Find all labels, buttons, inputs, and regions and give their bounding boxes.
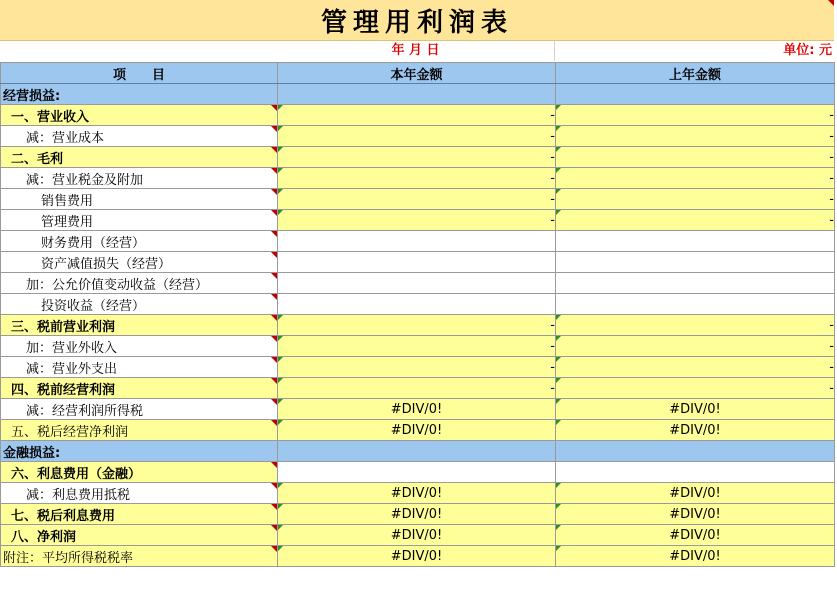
comment-indicator-icon — [271, 399, 277, 405]
previous-year-cell-value: - — [829, 107, 834, 123]
current-year-cell[interactable] — [278, 273, 556, 294]
formula-indicator-icon — [278, 147, 283, 152]
current-year-cell[interactable] — [278, 231, 556, 252]
row-label[interactable]: 附注：平均所得税税率 — [1, 546, 278, 567]
formula-indicator-icon — [278, 189, 283, 194]
formula-indicator-icon — [556, 357, 561, 362]
row-label[interactable]: 投资收益（经营） — [1, 294, 278, 315]
formula-indicator-icon — [556, 399, 561, 404]
table-row — [1, 252, 835, 273]
row-label[interactable]: 加：营业外收入 — [1, 336, 278, 357]
comment-indicator-icon — [271, 294, 277, 300]
section-row — [1, 84, 835, 105]
formula-indicator-icon — [278, 399, 283, 404]
section-current-cell[interactable] — [278, 84, 556, 105]
formula-indicator-icon — [556, 105, 561, 110]
header-previous-year[interactable]: 上年金额 — [556, 63, 835, 84]
previous-year-cell[interactable] — [556, 105, 835, 126]
table-row — [1, 504, 835, 525]
comment-indicator-icon — [271, 315, 277, 321]
formula-indicator-icon — [278, 504, 283, 509]
table-row — [1, 147, 835, 168]
current-year-cell[interactable] — [278, 294, 556, 315]
comment-indicator-icon — [271, 357, 277, 363]
previous-year-cell[interactable] — [556, 231, 835, 252]
current-year-cell[interactable] — [278, 378, 556, 399]
comment-indicator-icon — [271, 504, 277, 510]
current-year-cell-value: - — [550, 212, 555, 228]
previous-year-cell-value: - — [829, 317, 834, 333]
previous-year-cell-value: - — [829, 191, 834, 207]
row-label[interactable]: 三、税前营业利润 — [1, 315, 278, 336]
formula-indicator-icon — [278, 315, 283, 320]
section-label[interactable]: 金融损益: — [1, 441, 278, 462]
previous-year-cell[interactable] — [556, 168, 835, 189]
row-label[interactable]: 减：营业税金及附加 — [1, 168, 278, 189]
comment-indicator-icon — [271, 378, 277, 384]
current-year-cell-value: #DIV/0! — [390, 548, 443, 564]
comment-indicator-icon — [271, 273, 277, 279]
comment-indicator-icon — [271, 231, 277, 237]
previous-year-cell[interactable] — [556, 504, 835, 525]
previous-year-cell[interactable] — [556, 378, 835, 399]
row-label[interactable]: 减：经营利润所得税 — [1, 399, 278, 420]
formula-indicator-icon — [556, 420, 561, 425]
previous-year-cell[interactable] — [556, 126, 835, 147]
current-year-cell-value: - — [550, 338, 555, 354]
formula-indicator-icon — [556, 147, 561, 152]
previous-year-cell-value: #DIV/0! — [669, 527, 721, 543]
formula-indicator-icon — [556, 525, 561, 530]
row-label[interactable]: 六、利息费用（金融） — [1, 462, 278, 483]
formula-indicator-icon — [278, 336, 283, 341]
current-year-cell[interactable] — [278, 252, 556, 273]
previous-year-cell[interactable] — [556, 147, 835, 168]
table-row — [1, 273, 835, 294]
row-label[interactable]: 减：营业外支出 — [1, 357, 278, 378]
table-row — [1, 378, 835, 399]
previous-year-cell[interactable] — [556, 357, 835, 378]
formula-indicator-icon — [278, 483, 283, 488]
current-year-cell-value: #DIV/0! — [390, 485, 443, 501]
comment-indicator-icon — [271, 210, 277, 216]
formula-indicator-icon — [278, 357, 283, 362]
current-year-cell[interactable] — [278, 105, 556, 126]
previous-year-cell[interactable] — [556, 420, 835, 441]
row-label[interactable]: 减：营业成本 — [1, 126, 278, 147]
previous-year-cell[interactable] — [556, 399, 835, 420]
table-row — [1, 525, 835, 546]
sheet-title: 管理用利润表 — [0, 0, 834, 41]
previous-year-cell-value: - — [829, 212, 834, 228]
income-statement-table — [0, 62, 835, 567]
formula-indicator-icon — [556, 189, 561, 194]
formula-indicator-icon — [556, 504, 561, 509]
table-row — [1, 357, 835, 378]
previous-year-cell[interactable] — [556, 336, 835, 357]
comment-indicator-icon — [271, 105, 277, 111]
current-year-cell-value: - — [550, 149, 555, 165]
current-year-cell[interactable] — [278, 168, 556, 189]
current-year-cell[interactable] — [278, 420, 556, 441]
previous-year-cell[interactable] — [556, 189, 835, 210]
current-year-cell-value: #DIV/0! — [390, 506, 443, 522]
current-year-cell-value: - — [550, 191, 555, 207]
row-label[interactable]: 资产减值损失（经营） — [1, 252, 278, 273]
row-label[interactable]: 销售费用 — [1, 189, 278, 210]
current-year-cell[interactable] — [278, 483, 556, 504]
formula-indicator-icon — [278, 105, 283, 110]
previous-year-cell-value: #DIV/0! — [669, 401, 721, 417]
row-label[interactable]: 七、税后利息费用 — [1, 504, 278, 525]
previous-year-cell-value: - — [829, 359, 834, 375]
formula-indicator-icon — [556, 210, 561, 215]
previous-year-cell[interactable] — [556, 294, 835, 315]
previous-year-cell-value: - — [829, 128, 834, 144]
comment-indicator-icon — [271, 168, 277, 174]
formula-indicator-icon — [278, 378, 283, 383]
table-row — [1, 231, 835, 252]
table-row — [1, 210, 835, 231]
current-year-cell-value: - — [550, 170, 555, 186]
table-row — [1, 399, 835, 420]
row-label[interactable]: 加：公允价值变动收益（经营） — [1, 273, 278, 294]
formula-indicator-icon — [556, 168, 561, 173]
formula-indicator-icon — [278, 546, 283, 551]
formula-indicator-icon — [556, 336, 561, 341]
previous-year-cell[interactable] — [556, 273, 835, 294]
current-year-cell[interactable] — [278, 399, 556, 420]
table-row — [1, 126, 835, 147]
section-previous-cell[interactable] — [556, 441, 835, 462]
row-label[interactable]: 二、毛利 — [1, 147, 278, 168]
row-label[interactable]: 五、税后经营净利润 — [1, 420, 278, 441]
row-label[interactable]: 减：利息费用抵税 — [1, 483, 278, 504]
comment-indicator-icon — [271, 252, 277, 258]
section-current-cell[interactable] — [278, 441, 556, 462]
comment-indicator-icon — [271, 189, 277, 195]
comment-indicator-icon — [271, 546, 277, 552]
formula-indicator-icon — [278, 126, 283, 131]
current-year-cell-value: #DIV/0! — [390, 527, 443, 543]
previous-year-cell-value: #DIV/0! — [669, 506, 721, 522]
current-year-cell[interactable] — [278, 126, 556, 147]
table-row — [1, 336, 835, 357]
previous-year-cell[interactable] — [556, 546, 835, 567]
previous-year-cell-value: #DIV/0! — [669, 485, 721, 501]
formula-indicator-icon — [278, 210, 283, 215]
formula-indicator-icon — [556, 315, 561, 320]
previous-year-cell[interactable] — [556, 483, 835, 504]
current-year-cell-value: #DIV/0! — [390, 422, 443, 438]
comment-indicator-icon — [271, 336, 277, 342]
current-year-cell[interactable] — [278, 147, 556, 168]
formula-indicator-icon — [556, 378, 561, 383]
formula-indicator-icon — [278, 168, 283, 173]
row-label[interactable]: 八、净利润 — [1, 525, 278, 546]
previous-year-cell-value: - — [829, 170, 834, 186]
comment-indicator-icon — [271, 420, 277, 426]
current-year-cell[interactable] — [278, 210, 556, 231]
formula-indicator-icon — [278, 420, 283, 425]
section-label[interactable]: 经营损益: — [1, 84, 278, 105]
comment-indicator-icon — [271, 525, 277, 531]
current-year-cell[interactable] — [278, 504, 556, 525]
formula-indicator-icon — [556, 126, 561, 131]
comment-indicator-icon — [828, 0, 834, 6]
formula-indicator-icon — [278, 525, 283, 530]
current-year-cell[interactable] — [278, 336, 556, 357]
row-label[interactable]: 一、营业收入 — [1, 105, 278, 126]
section-previous-cell[interactable] — [556, 84, 835, 105]
previous-year-cell-value: #DIV/0! — [669, 422, 721, 438]
previous-year-cell-value: - — [829, 380, 834, 396]
table-row — [1, 462, 835, 483]
current-year-cell[interactable] — [278, 525, 556, 546]
unit-cell[interactable]: 单位: 元 — [783, 43, 832, 58]
row-label[interactable]: 四、税前经营利润 — [1, 378, 278, 399]
header-item[interactable]: 项 目 — [1, 63, 278, 84]
row-label[interactable]: 管理费用 — [1, 210, 278, 231]
table-row — [1, 315, 835, 336]
date-cell[interactable]: 年 月 日 — [277, 41, 555, 61]
current-year-cell-value: - — [550, 317, 555, 333]
section-row — [1, 441, 835, 462]
previous-year-cell-value: - — [829, 149, 834, 165]
previous-year-cell[interactable] — [556, 315, 835, 336]
table-row — [1, 168, 835, 189]
table-row — [1, 294, 835, 315]
previous-year-cell-value: - — [829, 338, 834, 354]
formula-indicator-icon — [556, 483, 561, 488]
previous-year-cell-value: #DIV/0! — [669, 548, 721, 564]
current-year-cell[interactable] — [278, 189, 556, 210]
previous-year-cell[interactable] — [556, 252, 835, 273]
current-year-cell[interactable] — [278, 357, 556, 378]
current-year-cell-value: - — [550, 128, 555, 144]
previous-year-cell[interactable] — [556, 210, 835, 231]
current-year-cell-value: - — [550, 359, 555, 375]
current-year-cell-value: - — [550, 107, 555, 123]
previous-year-cell[interactable] — [556, 525, 835, 546]
table-row — [1, 546, 835, 567]
table-row — [1, 420, 835, 441]
table-row — [1, 105, 835, 126]
comment-indicator-icon — [271, 483, 277, 489]
subtitle-row — [0, 41, 834, 61]
previous-year-cell[interactable] — [556, 462, 835, 483]
table-row — [1, 189, 835, 210]
current-year-cell[interactable] — [278, 315, 556, 336]
current-year-cell[interactable] — [278, 462, 556, 483]
header-current-year[interactable]: 本年金额 — [278, 63, 556, 84]
comment-indicator-icon — [271, 126, 277, 132]
header-row — [1, 63, 835, 84]
current-year-cell[interactable] — [278, 546, 556, 567]
table-row — [1, 483, 835, 504]
current-year-cell-value: #DIV/0! — [390, 401, 443, 417]
formula-indicator-icon — [556, 546, 561, 551]
comment-indicator-icon — [271, 462, 277, 468]
row-label[interactable]: 财务费用（经营） — [1, 231, 278, 252]
comment-indicator-icon — [271, 147, 277, 153]
current-year-cell-value: - — [550, 380, 555, 396]
